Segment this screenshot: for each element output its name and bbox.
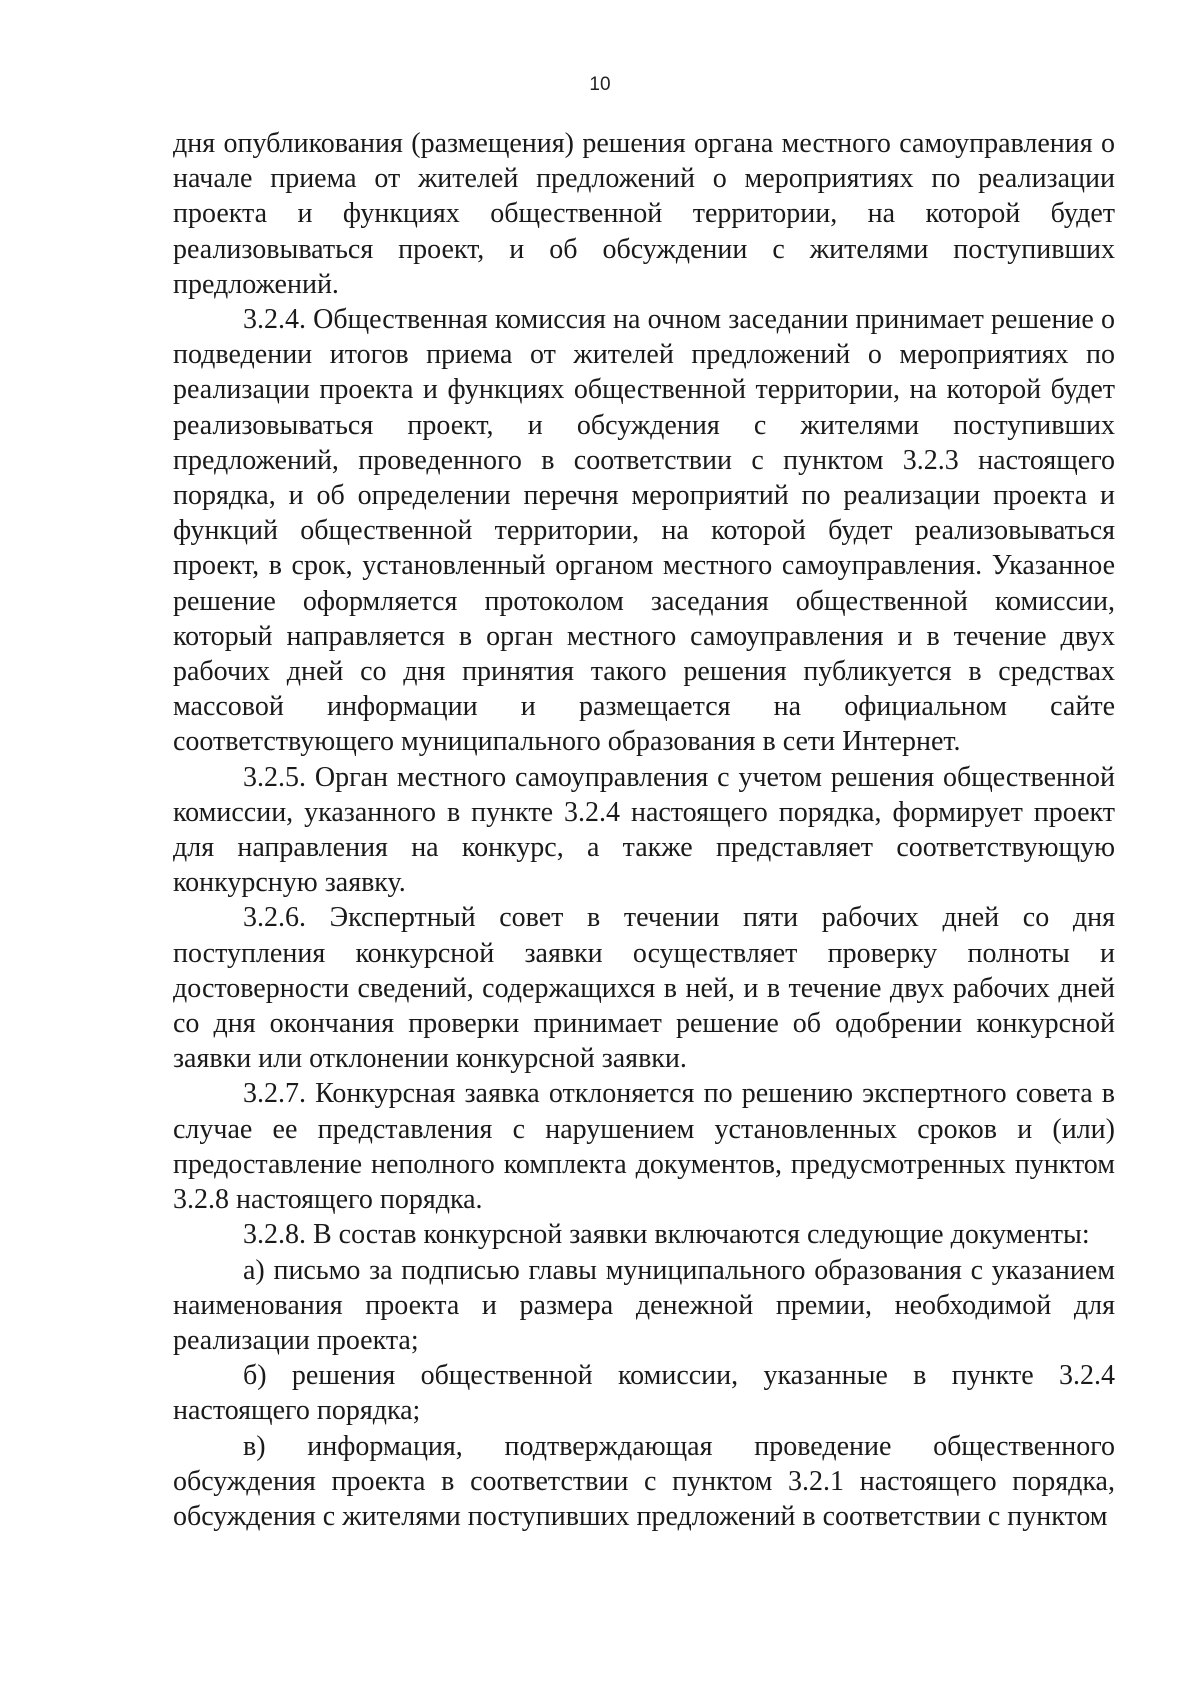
paragraph-3-2-4: 3.2.4. Общественная комиссия на очном заседании принимает решение о подведении итогов приема от жителей предложений о мероприятиях по реализации проекта и функциях общественной территории, на которой будет реализовываться проект, и обсуждения с жителями поступивших предложений, проведенного в соответствии с пунктом 3.2.3 настоящего порядка, и об определении перечня мероприятий по реализации проекта и функций общественной территории, на которой будет реализовываться проект, в срок, установленный органом местного самоуправления. Указанное решение оформляется протоколом заседания общественной комиссии, который направляется в орган местного самоуправления и в течение двух рабочих дней со дня принятия такого решения публикуется в средствах массовой информации и размещается на официальном сайте соответствующего муниципального образования в сети Интернет. [173, 304, 1115, 758]
page-number: 10 [589, 74, 611, 95]
document-body [173, 126, 1115, 1534]
paragraph-3-2-5: 3.2.5. Орган местного самоуправления с учетом решения общественной комиссии, указанного в пункте 3.2.4 настоящего порядка, формирует проект для направления на конкурс, а также представляет соответствующую конкурсную заявку. [173, 761, 1115, 899]
list-item-v: в) информация, подтверждающая проведение общественного обсуждения проекта в соответствии с пунктом 3.2.1 настоящего порядка, обсуждения с жителями поступивших предложений в соответствии с пунктом [173, 1430, 1115, 1532]
paragraph-3-2-8: 3.2.8. В состав конкурсной заявки включаются следующие документы: [243, 1219, 1090, 1251]
paragraph-continuation: дня опубликования (размещения) решения органа местного самоуправления о начале приема от жителей предложений о мероприятиях по реализации проекта и функциях общественной территории, на которой будет реализовываться проект, и об обсуждении с жителями поступивших предложений. [173, 128, 1115, 300]
paragraph-3-2-7: 3.2.7. Конкурсная заявка отклоняется по решению экспертного совета в случае ее представления с нарушением установленных сроков и (или) предоставление неполного комплекта документов, предусмотренных пунктом 3.2.8 настоящего порядка. [173, 1078, 1115, 1216]
list-item-a: а) письмо за подписью главы муниципального образования с указанием наименования проекта и размера денежной премии, необходимой для реализации проекта; [173, 1254, 1115, 1356]
paragraph-3-2-6: 3.2.6. Экспертный совет в течении пяти рабочих дней со дня поступления конкурсной заявки осуществляет проверку полноты и достоверности сведений, содержащихся в ней, и в течение двух рабочих дней со дня окончания проверки принимает решение об одобрении конкурсной заявки или отклонении конкурсной заявки. [173, 902, 1115, 1075]
list-item-b: б) решения общественной комиссии, указанные в пункте 3.2.4 настоящего порядка; [173, 1360, 1115, 1427]
